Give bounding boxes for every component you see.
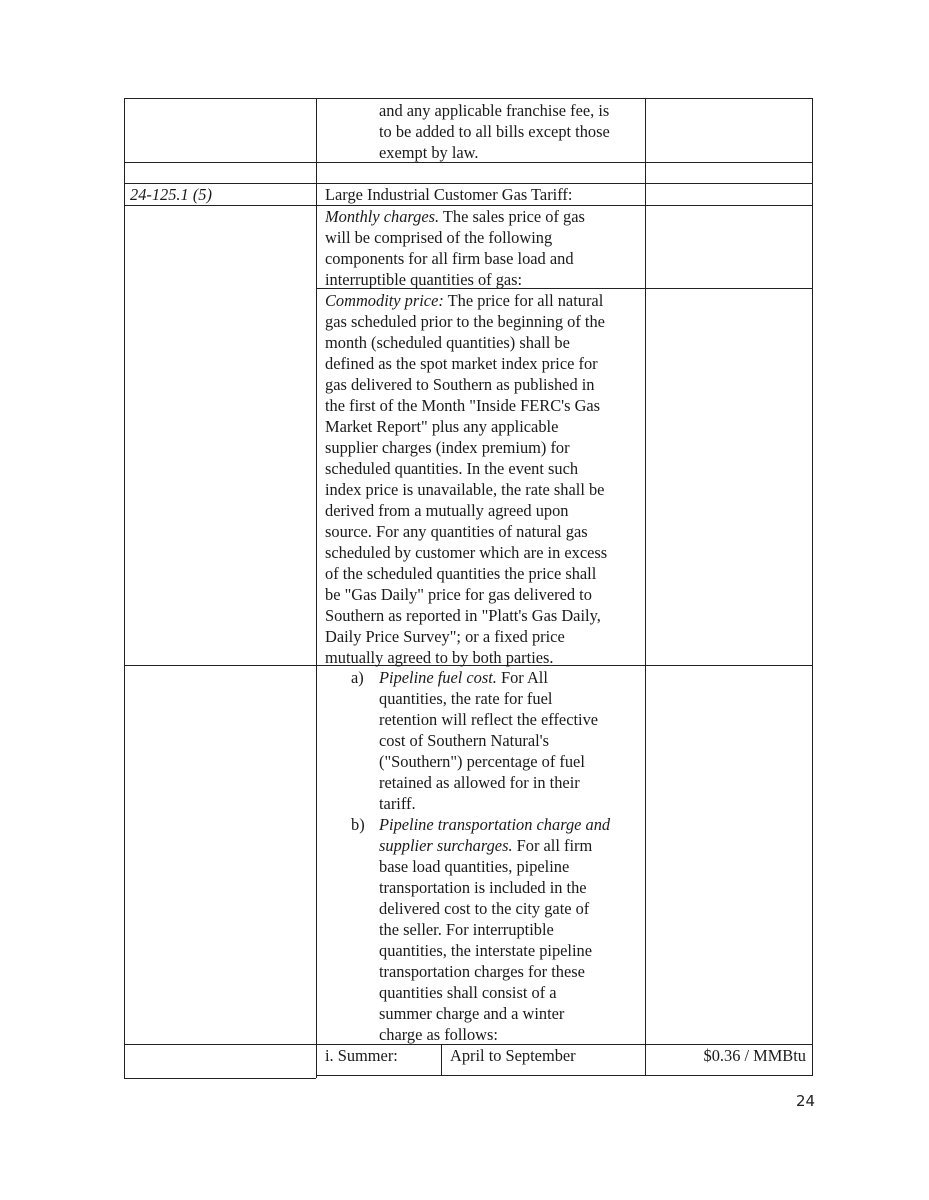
monthly-charges-text: Monthly charges. The sales price of gas will be comprised of the following components for all firm base load and interruptible quantities of gas: [325, 207, 585, 289]
season-period: April to September [450, 1046, 576, 1065]
table-border-bottom [316, 1075, 813, 1076]
summer-rate-value: $0.36 / MMBtu [703, 1046, 806, 1065]
commodity-price-text: Commodity price: The price for all natural gas scheduled prior to the beginning of the month (scheduled quantities) shall be defined as the spot market index price for gas delivered to Southern as published in the first of the Month "Inside FERC's Gas Market Report" plus any applicable supplier charges (index premium) for scheduled quantities. In the event such index price is unavailable, the rate shall be derived from a mutually agreed upon source. For any quantities of natural gas scheduled by customer which are in excess of the scheduled quantities the price shall be "Gas Daily" price for gas delivered to Southern as reported in "Platt's Gas Daily, Daily Price Survey"; or a fixed price mutually agreed to by both parties. [325, 291, 608, 667]
column-divider [645, 98, 646, 1075]
season-label: i. Summer: [325, 1046, 398, 1065]
table-border-right [812, 98, 813, 1075]
list-item-marker-b: b) [351, 815, 365, 834]
page-number: 24 [796, 1092, 816, 1110]
supplier-surcharges-heading: supplier surcharges. [379, 836, 513, 855]
list-item-marker-a: a) [351, 668, 364, 687]
column-divider [316, 98, 317, 1078]
table-border-top [124, 98, 813, 99]
monthly-charges-heading: Monthly charges. [325, 207, 440, 226]
row-0-text: and any applicable franchise fee, is to be added to all bills except those exempt by law. [379, 101, 610, 162]
table-border-bottom-left [124, 1078, 316, 1079]
list-item-b: Pipeline transportation charge and supplier surcharges. For all firm base load quantities, pipeline transportation is included in the delivered cost to the city gate of the seller. For interruptible quantities, the interstate pipeline transportation charges for these quantities shall consist of a summer charge and a winter charge as follows: [379, 815, 611, 1044]
pipeline-fuel-cost-heading: Pipeline fuel cost. [379, 668, 497, 687]
section-number: 24-125.1 (5) [130, 185, 212, 204]
commodity-price-heading: Commodity price: [325, 291, 444, 310]
list-item-a: Pipeline fuel cost. For All quantities, the rate for fuel retention will reflect the effective cost of Southern Natural's ("Southern") percentage of fuel retained as allowed for in their tariff. [379, 668, 599, 813]
pipeline-transportation-heading: Pipeline transportation charge and [379, 815, 611, 834]
tariff-title: Large Industrial Customer Gas Tariff: [325, 185, 573, 204]
subcolumn-divider [441, 1044, 442, 1075]
table-border-left [124, 98, 125, 1078]
